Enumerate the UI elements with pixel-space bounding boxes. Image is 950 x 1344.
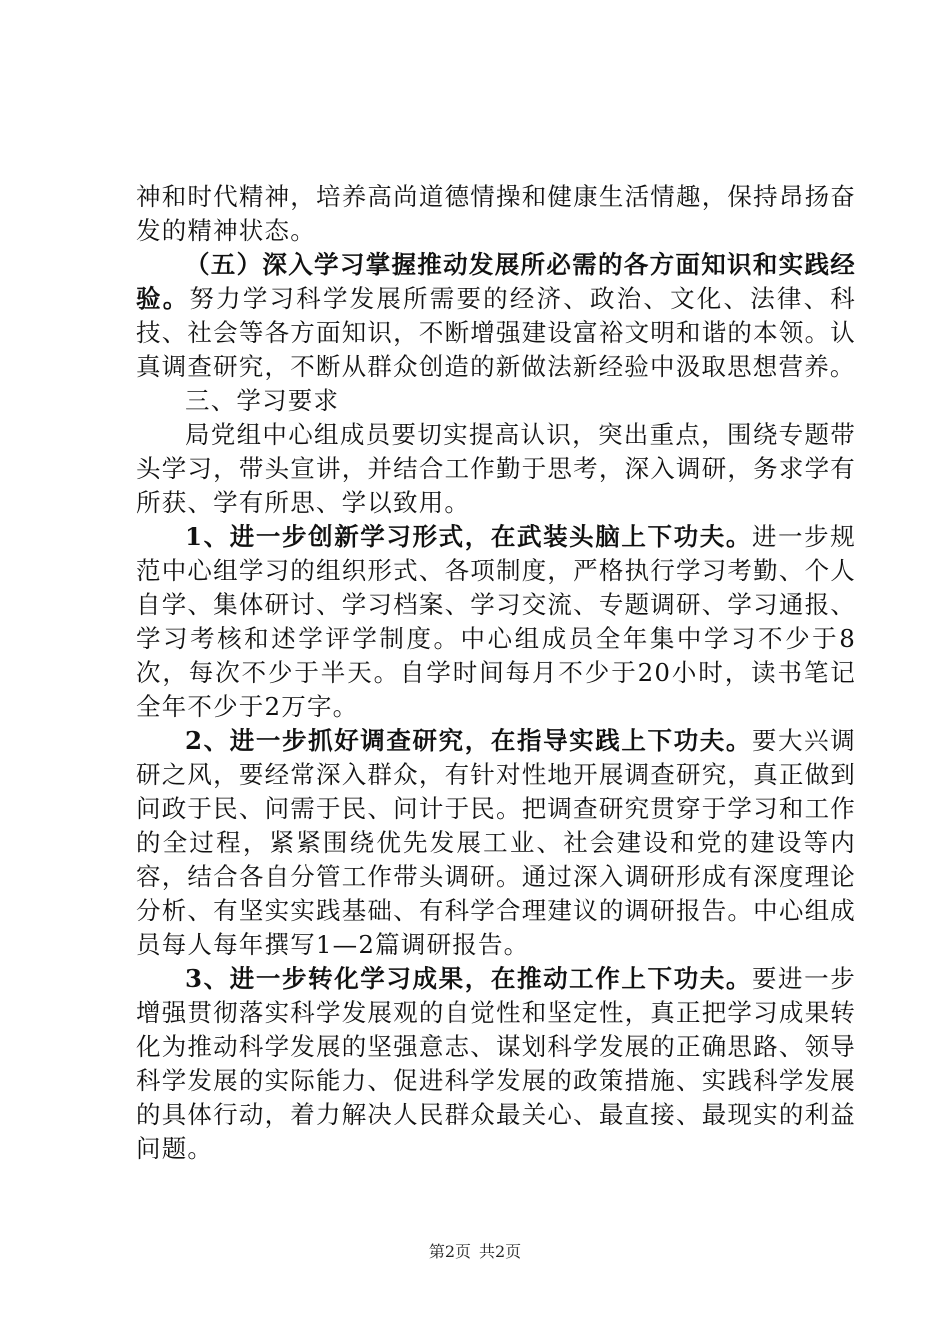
- section-heading: 三、学习要求: [185, 386, 340, 415]
- page-footer: [0, 1242, 950, 1262]
- paragraph-item-2: [136, 724, 856, 962]
- paragraph-knowledge: [136, 248, 856, 384]
- paragraph-lead: （五）深入学习掌握推动发展所必需的各方面知识和实践经验。: [136, 250, 856, 313]
- document-body: [136, 180, 856, 1166]
- paragraph-text: 要大兴调研之风，要经常深入群众，有针对性地开展调查研究，真正做到问政于民、问需于民、问计于民。把调查研究贯穿于学习和工作的全过程，紧紧围绕优先发展工业、社会建设和党的建设等内容，结合各自分管工作带头调研。通过深入调研形成有深度理论分析、有坚实实践基础、有科学合理建议的调研报告。中心组成员每人每年撰写1—2篇调研报告。: [136, 726, 856, 959]
- paragraph-text: 要进一步增强贯彻落实科学发展观的自觉性和坚定性，真正把学习成果转化为推动科学发展的坚强意志、谋划科学发展的正确思路、领导科学发展的实际能力、促进科学发展的政策措施、实践科学发展的具体行动，着力解决人民群众最关心、最直接、最现实的利益问题。: [136, 964, 856, 1163]
- paragraph-lead: 3、进一步转化学习成果，在推动工作上下功夫。: [185, 964, 752, 993]
- paragraph-lead: 1、进一步创新学习形式，在武装头脑上下功夫。: [185, 522, 752, 551]
- paragraph-item-3: [136, 962, 856, 1166]
- paragraph-requirements-intro: [136, 418, 856, 520]
- paragraph-text: 进一步规范中心组学习的组织形式、各项制度，严格执行学习考勤、个人自学、集体研讨、学习档案、学习交流、专题调研、学习通报、学习考核和述学评学制度。中心组成员全年集中学习不少于8次，每次不少于半天。自学时间每月不少于20小时，读书笔记全年不少于2万字。: [136, 522, 856, 721]
- paragraph-text: 局党组中心组成员要切实提高认识，突出重点，围绕专题带头学习，带头宣讲，并结合工作勤于思考，深入调研，务求学有所获、学有所思、学以致用。: [136, 420, 856, 517]
- page-number: 第2页: [428, 1242, 471, 1261]
- paragraph-continuation: [136, 180, 856, 248]
- page-total: 共2页: [479, 1242, 522, 1261]
- paragraph-item-1: [136, 520, 856, 724]
- paragraph-text: 神和时代精神，培养高尚道德情操和健康生活情趣，保持昂扬奋发的精神状态。: [136, 182, 856, 245]
- paragraph-text: 努力学习科学发展所需要的经济、政治、文化、法律、科技、社会等各方面知识，不断增强建设富裕文明和谐的本领。认真调查研究，不断从群众创造的新做法新经验中汲取思想营养。: [136, 284, 857, 381]
- paragraph-lead: 2、进一步抓好调查研究，在指导实践上下功夫。: [185, 726, 752, 755]
